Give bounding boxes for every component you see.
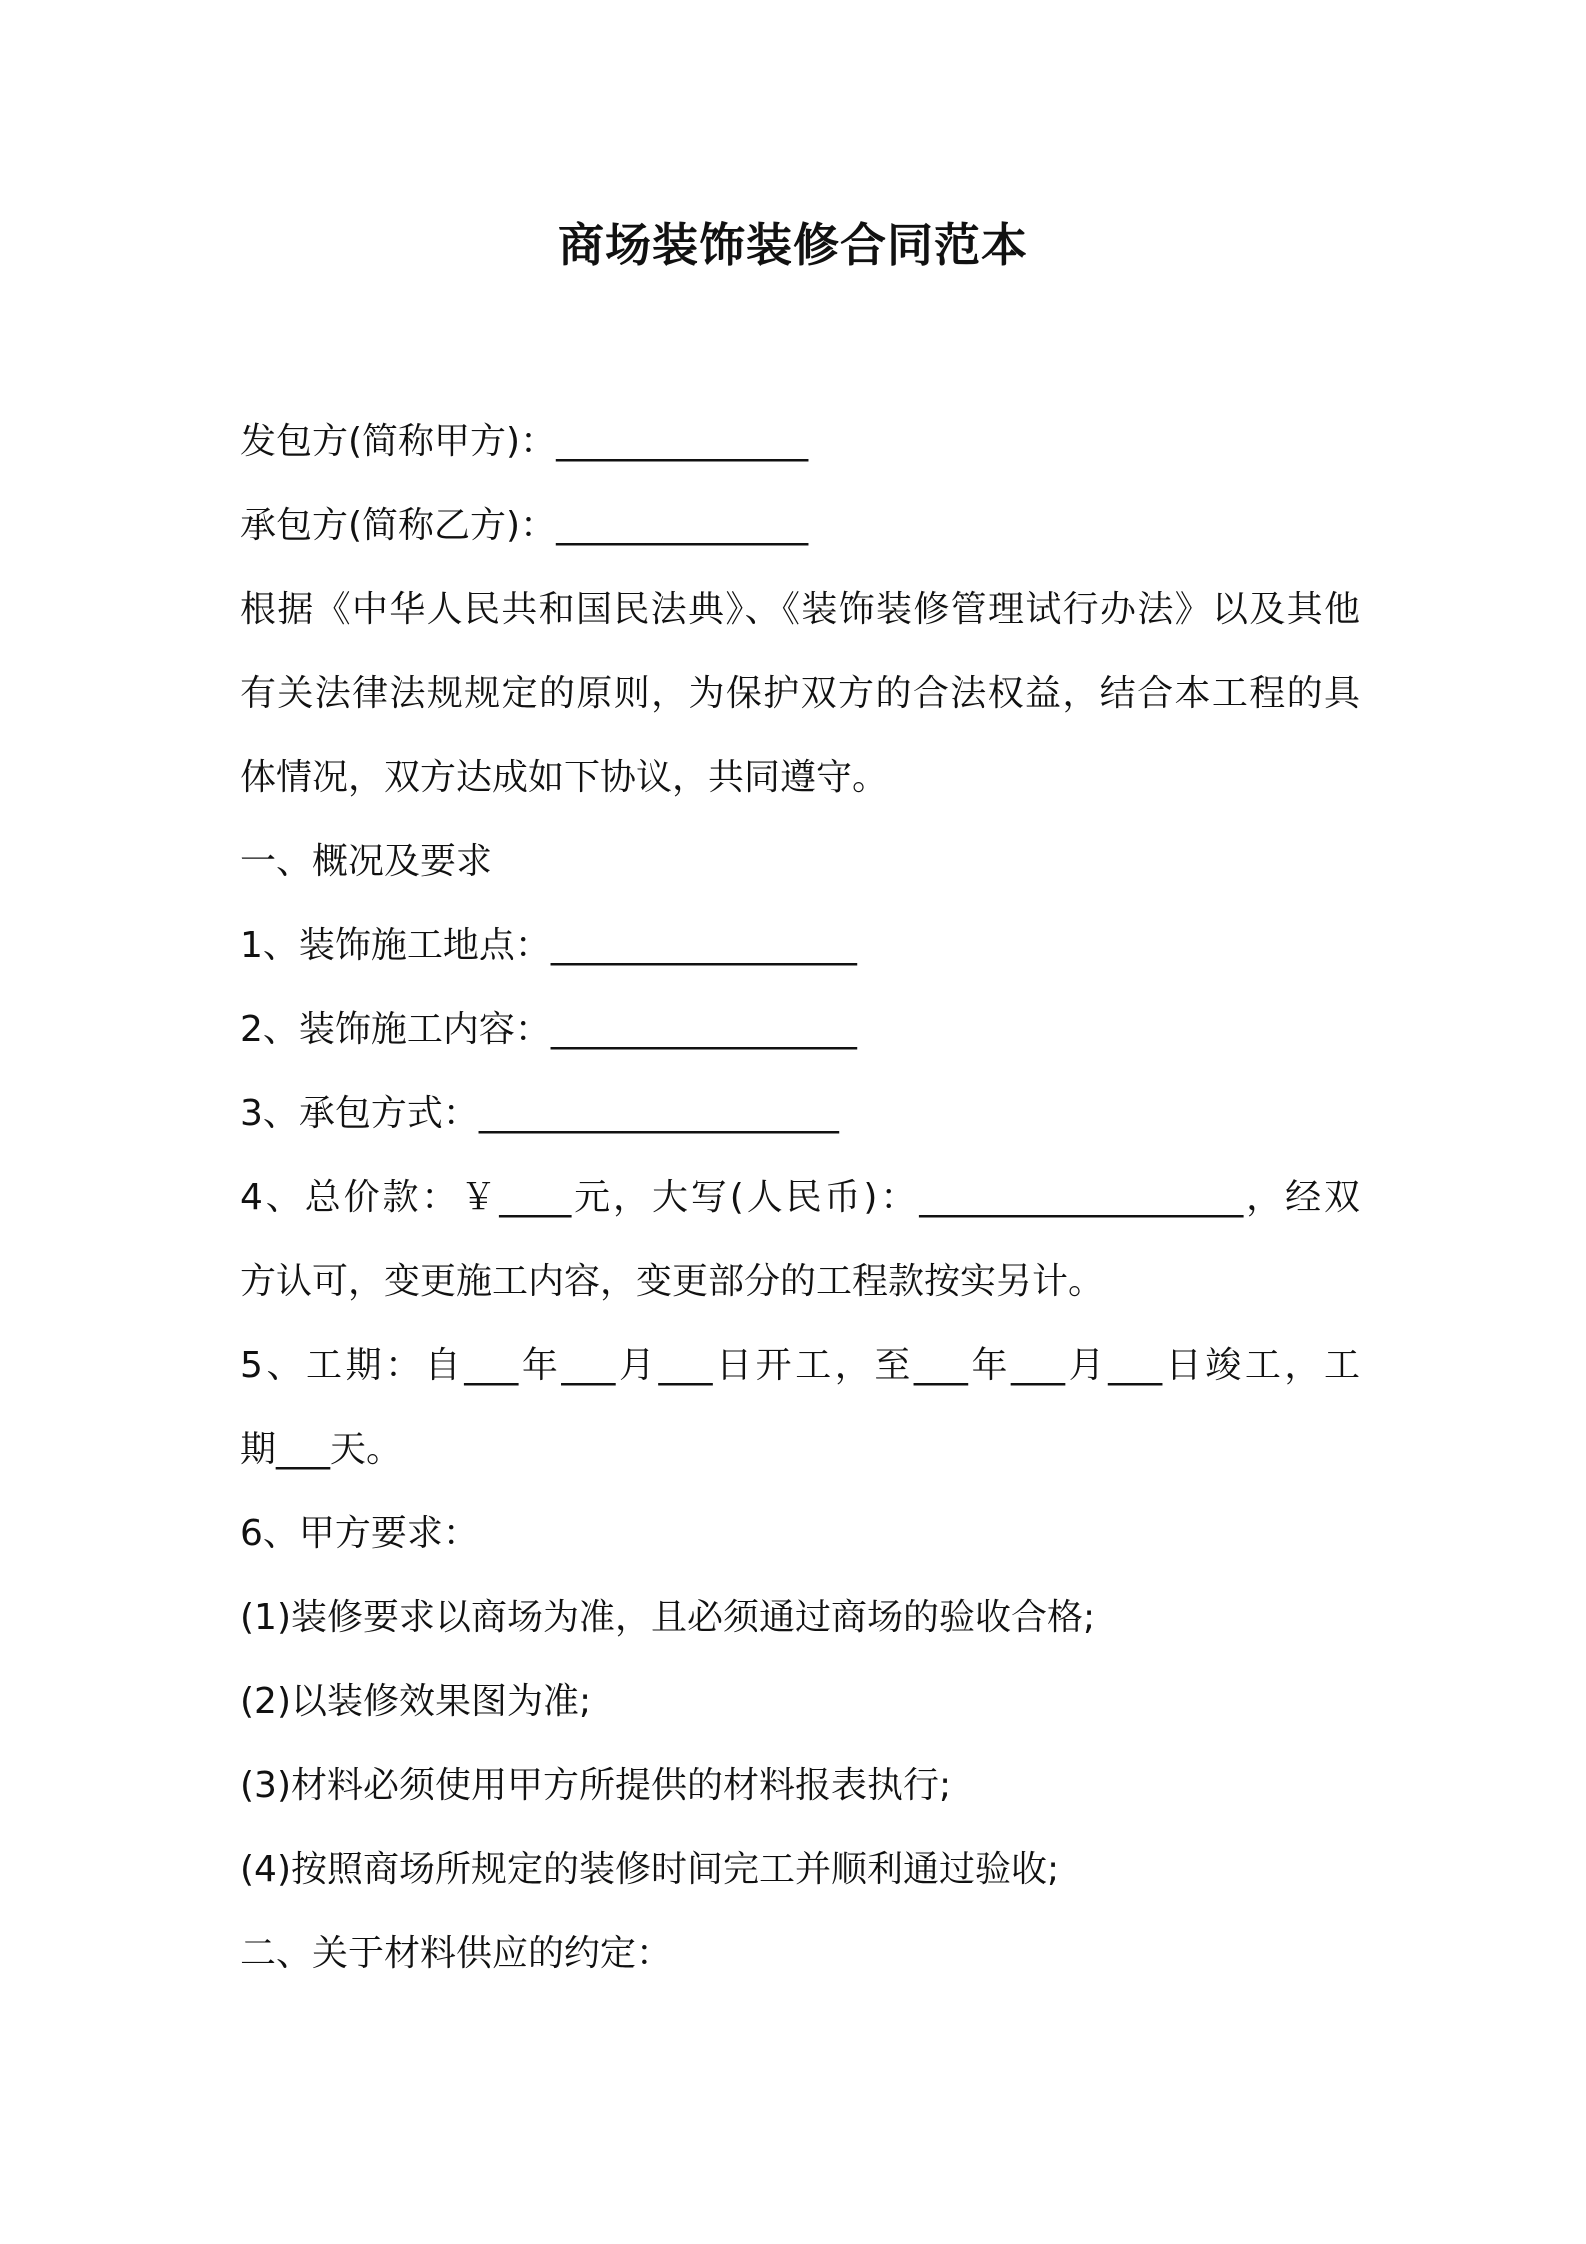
clause-contract-method: 3、承包方式：____________________ [240,1093,839,1134]
section-heading-2: 二、关于材料供应的约定： [240,1933,673,1974]
party-b-line: 承包方(简称乙方)：______________ [240,505,809,546]
preamble-line-2: 有关法律法规规定的原则，为保护双方的合法权益，结合本工程的具 [240,673,1360,714]
clause-total-price-line-2: 方认可，变更施工内容，变更部分的工程款按实另计。 [240,1261,1105,1302]
preamble-line-1: 根据《中华人民共和国民法典》、《装饰装修管理试行办法》以及其他 [240,589,1360,630]
clause-schedule-line-2: 期___天。 [240,1429,403,1470]
preamble-line-3: 体情况，双方达成如下协议，共同遵守。 [240,757,889,798]
document-body [240,400,1360,1996]
party-a-line: 发包方(简称甲方)：______________ [240,421,809,462]
clause-schedule-line-1: 5、工期：自___年___月___日开工，至___年___月___日竣工，工 [240,1345,1360,1386]
document-title: 商场装饰装修合同范本 [558,218,1028,272]
requirement-item-1: (1)装修要求以商场为准，且必须通过商场的验收合格; [240,1597,1096,1638]
clause-location: 1、装饰施工地点：_________________ [240,925,857,966]
requirement-item-3: (3)材料必须使用甲方所提供的材料报表执行; [240,1765,952,1806]
clause-party-a-requirements: 6、甲方要求： [240,1513,479,1554]
clause-content: 2、装饰施工内容：_________________ [240,1009,857,1050]
requirement-item-4: (4)按照商场所规定的装修时间完工并顺利通过验收; [240,1849,1060,1890]
clause-total-price-line-1: 4、总价款：￥____元，大写(人民币)：__________________，经双 [240,1177,1360,1218]
requirement-item-2: (2)以装修效果图为准; [240,1681,592,1722]
section-heading-1: 一、概况及要求 [240,841,493,882]
